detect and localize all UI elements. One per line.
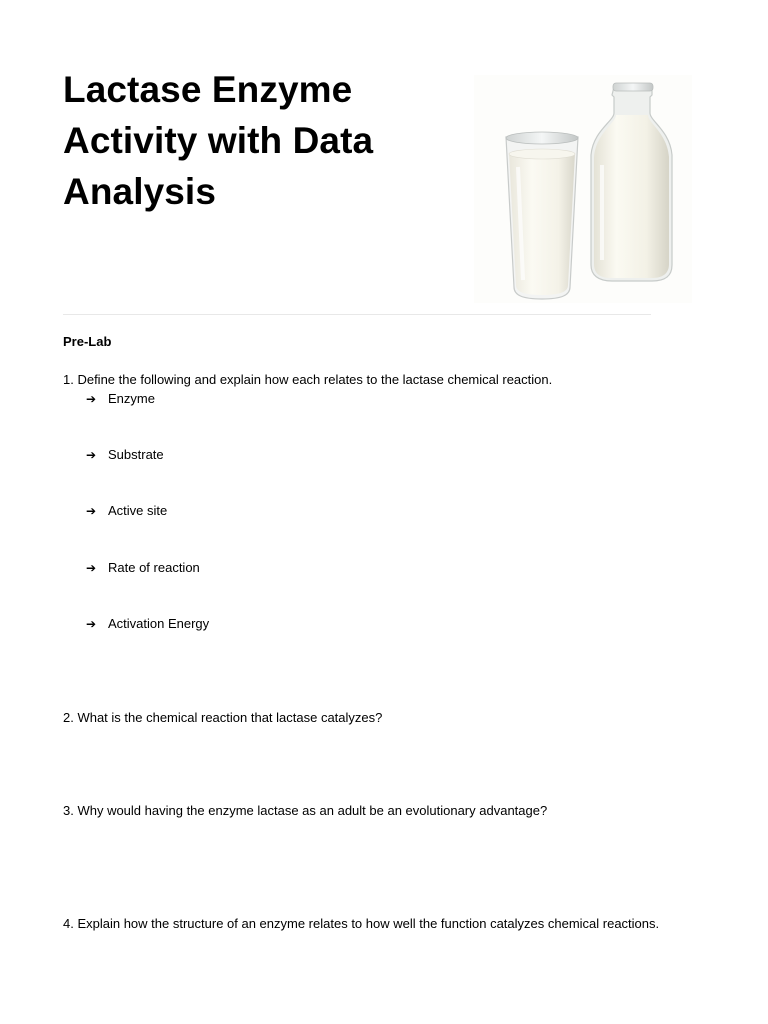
question-3: 3. Why would having the enzyme lactase as an adult be an evolutionary advantage?	[63, 803, 548, 818]
list-item	[86, 503, 167, 519]
arrow-right-icon: ➔	[86, 561, 97, 575]
list-item	[86, 447, 164, 463]
arrow-right-icon: ➔	[86, 504, 97, 518]
arrow-right-icon: ➔	[86, 392, 97, 406]
list-item	[86, 391, 155, 407]
section-heading-prelab: Pre-Lab	[63, 334, 112, 349]
list-item-label: Activation Energy	[108, 616, 210, 631]
question-1: 1. Define the following and explain how each relates to the lactase chemical reaction.	[63, 372, 553, 387]
list-item	[86, 560, 200, 576]
arrow-right-icon: ➔	[86, 448, 97, 462]
list-item-label: Active site	[108, 503, 168, 518]
question-2: 2. What is the chemical reaction that lactase catalyzes?	[63, 710, 383, 725]
list-item	[86, 616, 209, 632]
header-divider	[63, 314, 651, 315]
question-4: 4. Explain how the structure of an enzyme relates to how well the function catalyzes chemical reactions.	[63, 916, 660, 931]
arrow-right-icon: ➔	[86, 617, 97, 631]
milk-glass-and-bottle-image	[474, 75, 692, 303]
list-item-label: Rate of reaction	[108, 560, 200, 575]
list-item-label: Enzyme	[108, 391, 155, 406]
page-title: Lactase Enzyme Activity with Data Analysis	[63, 69, 374, 212]
list-item-label: Substrate	[108, 447, 164, 462]
milk-icon	[474, 75, 692, 303]
